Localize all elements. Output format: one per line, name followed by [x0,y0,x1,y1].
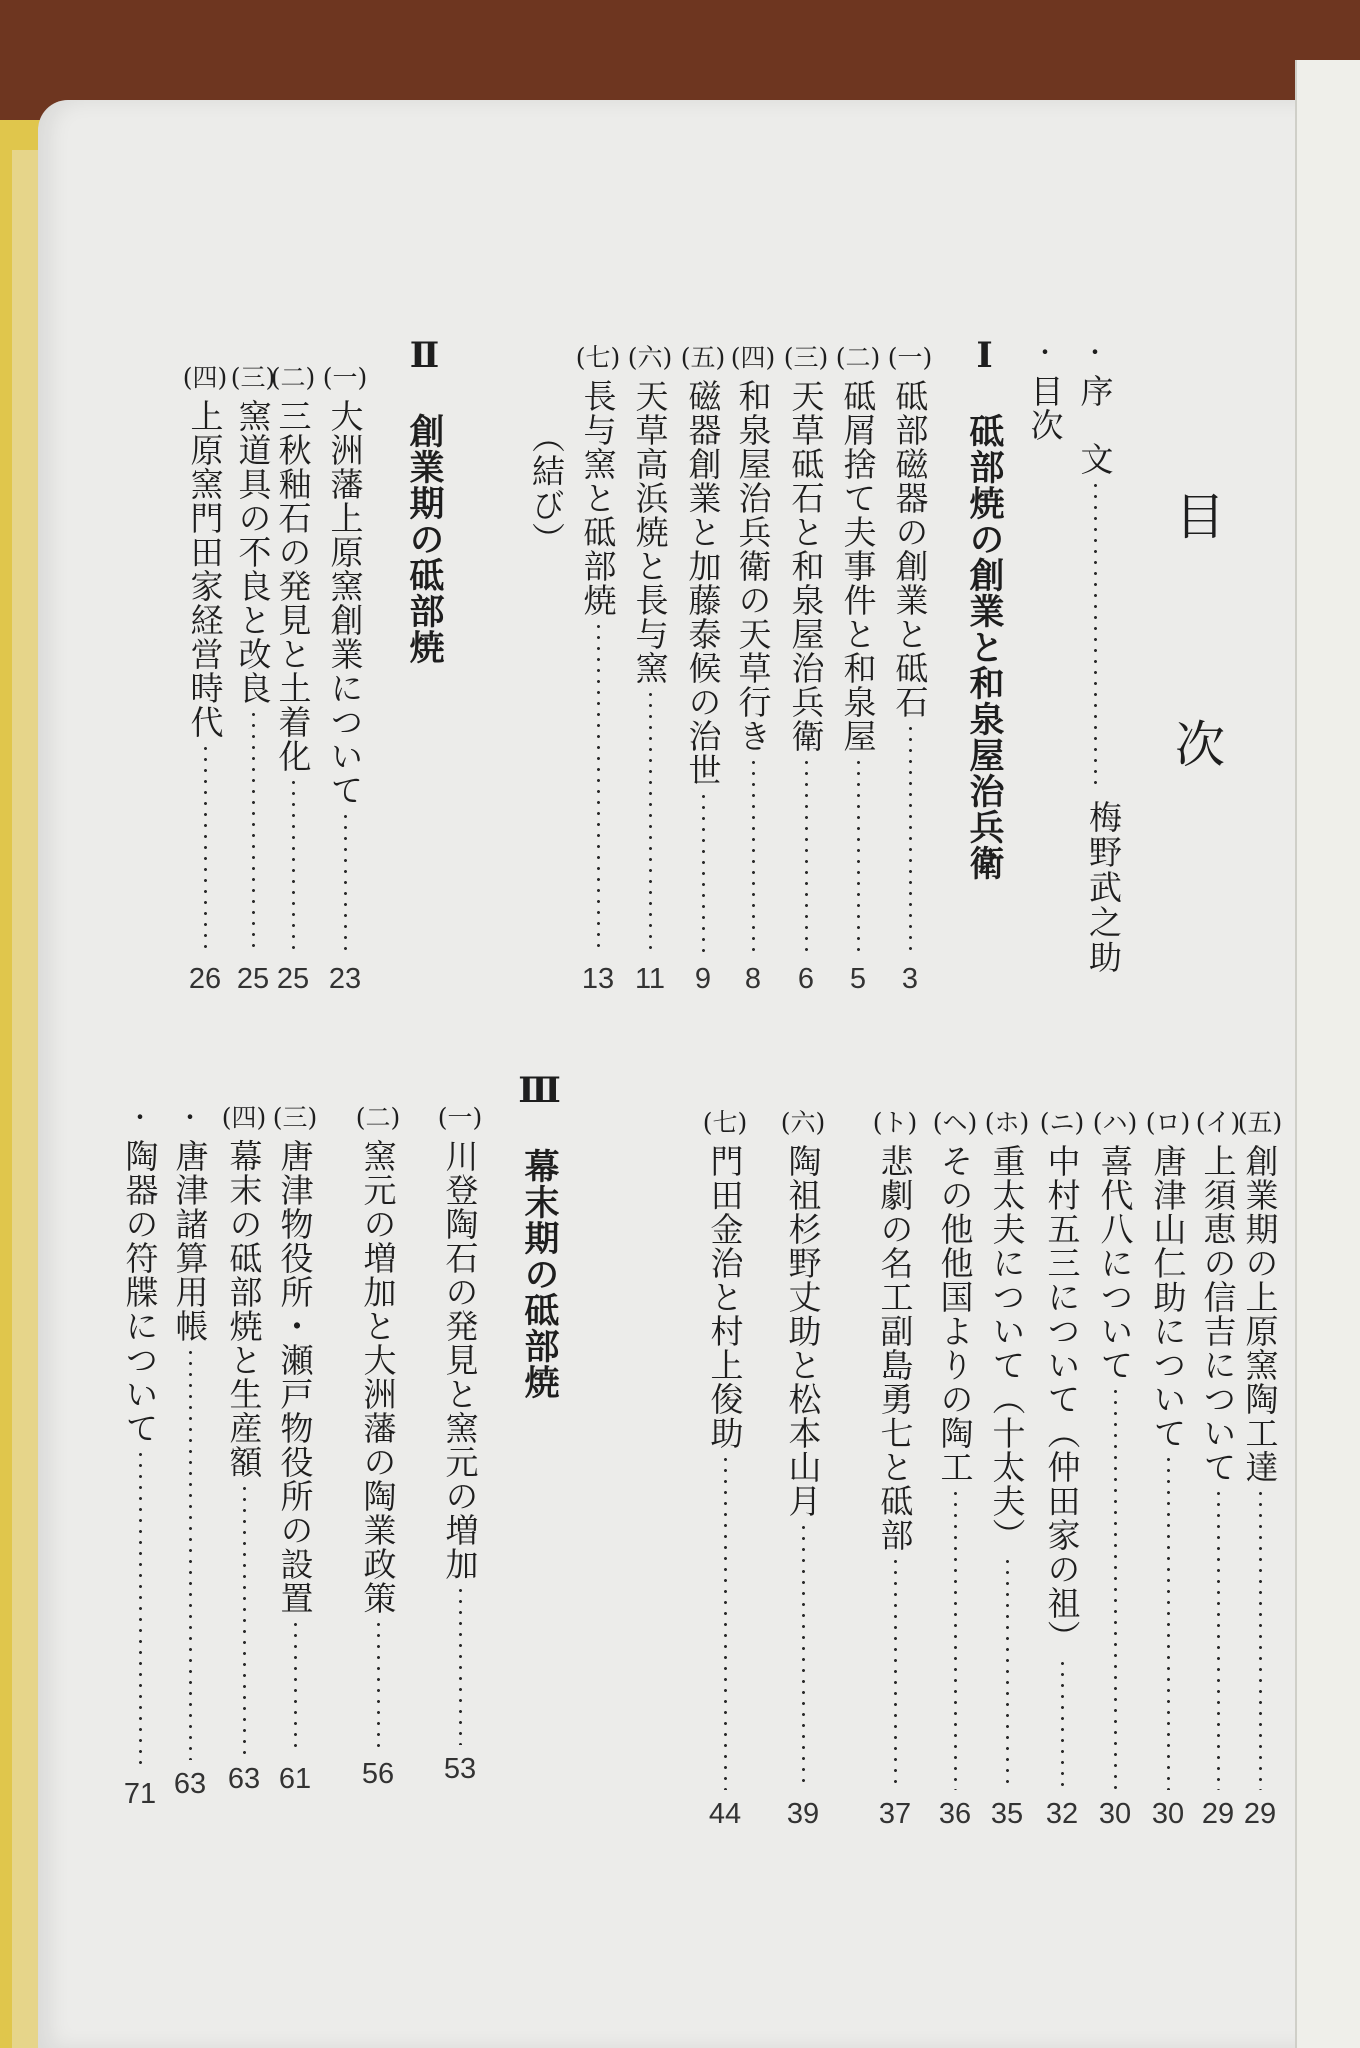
entry-title: 砥部磁器の創業と砥石 [890,379,930,719]
entry-marker: ・ [177,1103,203,1132]
entry-marker: (ト) [872,1108,918,1137]
entry-marker: ・ [1082,338,1108,367]
section-heading: Ⅱ 創業期の砥部焼 [404,335,445,665]
leader-dots [954,1488,957,1790]
toc-entry [168,1105,212,1760]
entry-marker: (二) [835,343,881,372]
page-number: 23 [328,963,362,995]
leader-dots [857,757,860,955]
entry-marker: (四) [730,343,776,372]
leader-dots [252,709,255,955]
page-number: 53 [443,1753,477,1785]
entry-marker: (五) [1237,1108,1283,1137]
toc-entry [1023,340,1067,480]
leader-dots [1259,1488,1262,1790]
entry-title: 磁器創業と加藤泰候の治世 [683,379,723,787]
entry-title: 天草砥石と和泉屋治兵衛 [786,379,826,753]
leader-dots [805,757,808,955]
toc-entry [933,1110,977,1790]
page-number: 26 [188,963,222,995]
entry-title: 重太夫について（十太夫） [987,1144,1027,1552]
entry-title: 陶祖杉野丈助と松本山月 [783,1144,823,1518]
page-number: 25 [276,963,310,995]
leader-dots [243,1483,246,1755]
leader-dots [1061,1658,1064,1790]
next-page-edge [1295,60,1360,2048]
page-number: 56 [361,1758,395,1790]
toc-entry [703,1110,747,1790]
toc-entry [888,345,932,955]
toc-entry [118,1105,162,1770]
leader-dots [702,791,705,955]
page-number: 30 [1098,1798,1132,1830]
leader-dots [752,757,755,955]
entry-title: 上原窯門田家経営時代 [185,399,225,739]
toc-entry [356,1105,400,1750]
section-heading: Ⅲ 幕末期の砥部焼 [519,1070,560,1400]
entry-title: 中村五三について（仲田家の祖） [1042,1144,1082,1654]
leader-dots [294,1619,297,1755]
page-number: 32 [1045,1798,1079,1830]
toc-entry [681,345,725,955]
leader-dots [1094,480,1097,790]
page-number: 63 [173,1768,207,1800]
entry-title: 唐津物役所・瀬戸物役所の設置 [275,1139,315,1615]
toc-entry [438,1105,482,1745]
toc-entry [836,345,880,955]
entry-marker: (七) [702,1108,748,1137]
toc-entry [1146,1110,1190,1790]
toc-entry [781,1110,825,1790]
toc-entry [731,345,775,955]
entry-marker: (二) [270,363,316,392]
page-number: 71 [123,1778,157,1810]
leader-dots [292,777,295,955]
toc-entry [576,345,620,955]
entry-marker: (四) [182,363,228,392]
page-title: 目 次 [1167,490,1225,832]
page-number: 39 [786,1798,820,1830]
entry-marker: ・ [1032,338,1058,367]
closing-note: （結び） [527,420,566,556]
entry-title: 三秋釉石の発見と土着化 [273,399,313,773]
toc-entry [1073,340,1117,790]
entry-title: 窯元の増加と大洲藩の陶業政策 [358,1139,398,1615]
toc-entry [1238,1110,1282,1790]
toc-entry [1040,1110,1084,1790]
entry-title: 大洲藩上原窯創業について [325,399,365,807]
toc-entry [985,1110,1029,1790]
entry-title: 序 文 [1075,374,1115,476]
toc-entry [1093,1110,1137,1790]
entry-title: 砥屑捨て夫事件と和泉屋 [838,379,878,753]
toc-entry [323,365,367,955]
page-number: 29 [1243,1798,1277,1830]
leader-dots [377,1619,380,1750]
entry-title: 創業期の上原窯陶工達 [1240,1144,1280,1484]
entry-title: 目次 [1025,374,1065,442]
page-number: 35 [990,1798,1024,1830]
page-number: 9 [694,963,712,995]
page-number: 44 [708,1798,742,1830]
leader-dots [1167,1454,1170,1790]
entry-marker: (三) [230,363,276,392]
leader-dots [344,811,347,955]
leader-dots [204,743,207,955]
entry-title: 川登陶石の発見と窯元の増加 [440,1139,480,1581]
toc-entry [873,1110,917,1790]
entry-marker: (ホ) [984,1108,1030,1137]
page-number: 11 [634,963,666,995]
entry-title: 唐津諸算用帳 [170,1139,210,1343]
page-number: 13 [581,963,615,995]
leader-dots [459,1585,462,1745]
entry-title: 天草高浜焼と長与窯 [630,379,670,685]
leader-dots [909,723,912,955]
entry-title: その他他国よりの陶工 [935,1144,975,1484]
page-number: 61 [278,1763,312,1795]
page-number: 8 [744,963,762,995]
entry-marker: (三) [783,343,829,372]
page-number: 29 [1201,1798,1235,1830]
leader-dots [649,689,652,955]
page-number: 36 [938,1798,972,1830]
leader-dots [597,621,600,955]
entry-title: 幕末の砥部焼と生産額 [224,1139,264,1479]
leader-dots [724,1454,727,1790]
entry-marker: (ロ) [1145,1108,1191,1137]
entry-marker: (六) [627,343,673,372]
leader-dots [802,1522,805,1790]
page-number: 25 [236,963,270,995]
leader-dots [1114,1386,1117,1790]
page-number: 6 [797,963,815,995]
entry-marker: (ヘ) [932,1108,978,1137]
leader-dots [894,1556,897,1790]
toc-entry [183,365,227,955]
toc-entry [222,1105,266,1755]
entry-marker: (二) [355,1103,401,1132]
entry-marker: (七) [575,343,621,372]
entry-marker: (ハ) [1092,1108,1138,1137]
entry-marker: (五) [680,343,726,372]
page-number: 63 [227,1763,261,1795]
entry-marker: (四) [221,1103,267,1132]
page-number: 37 [878,1798,912,1830]
section-heading: Ⅰ 砥部焼の創業と和泉屋治兵衛 [964,335,1005,881]
entry-title: 窯道具の不良と改良 [233,399,273,705]
page-number: 3 [901,963,919,995]
entry-title: 長与窯と砥部焼 [578,379,618,617]
entry-marker: (三) [272,1103,318,1132]
author-name: 梅野武之助 [1084,800,1123,975]
page-number: 30 [1151,1798,1185,1830]
entry-title: 唐津山仁助について [1148,1144,1188,1450]
entry-marker: (六) [780,1108,826,1137]
entry-title: 悲劇の名工副島勇七と砥部 [875,1144,915,1552]
entry-marker: (一) [437,1103,483,1132]
toc-entry [784,345,828,955]
entry-marker: (ニ) [1039,1108,1085,1137]
entry-marker: ・ [127,1103,153,1132]
toc-entry [1196,1110,1240,1790]
entry-title: 門田金治と村上俊助 [705,1144,745,1450]
leader-dots [1217,1488,1220,1790]
entry-title: 陶器の符牒について [120,1139,160,1445]
leader-dots [189,1347,192,1760]
page-number: 5 [849,963,867,995]
entry-title: 喜代八について [1095,1144,1135,1382]
toc-entry [628,345,672,955]
toc-entry [231,365,275,955]
entry-marker: (一) [322,363,368,392]
entry-marker: (イ) [1195,1108,1241,1137]
entry-title: 和泉屋治兵衛の天草行き [733,379,773,753]
toc-entry [273,1105,317,1755]
entry-title: 上須恵の信吉について [1198,1144,1238,1484]
toc-entry [271,365,315,955]
leader-dots [1006,1556,1009,1790]
leader-dots [139,1449,142,1770]
entry-marker: (一) [887,343,933,372]
